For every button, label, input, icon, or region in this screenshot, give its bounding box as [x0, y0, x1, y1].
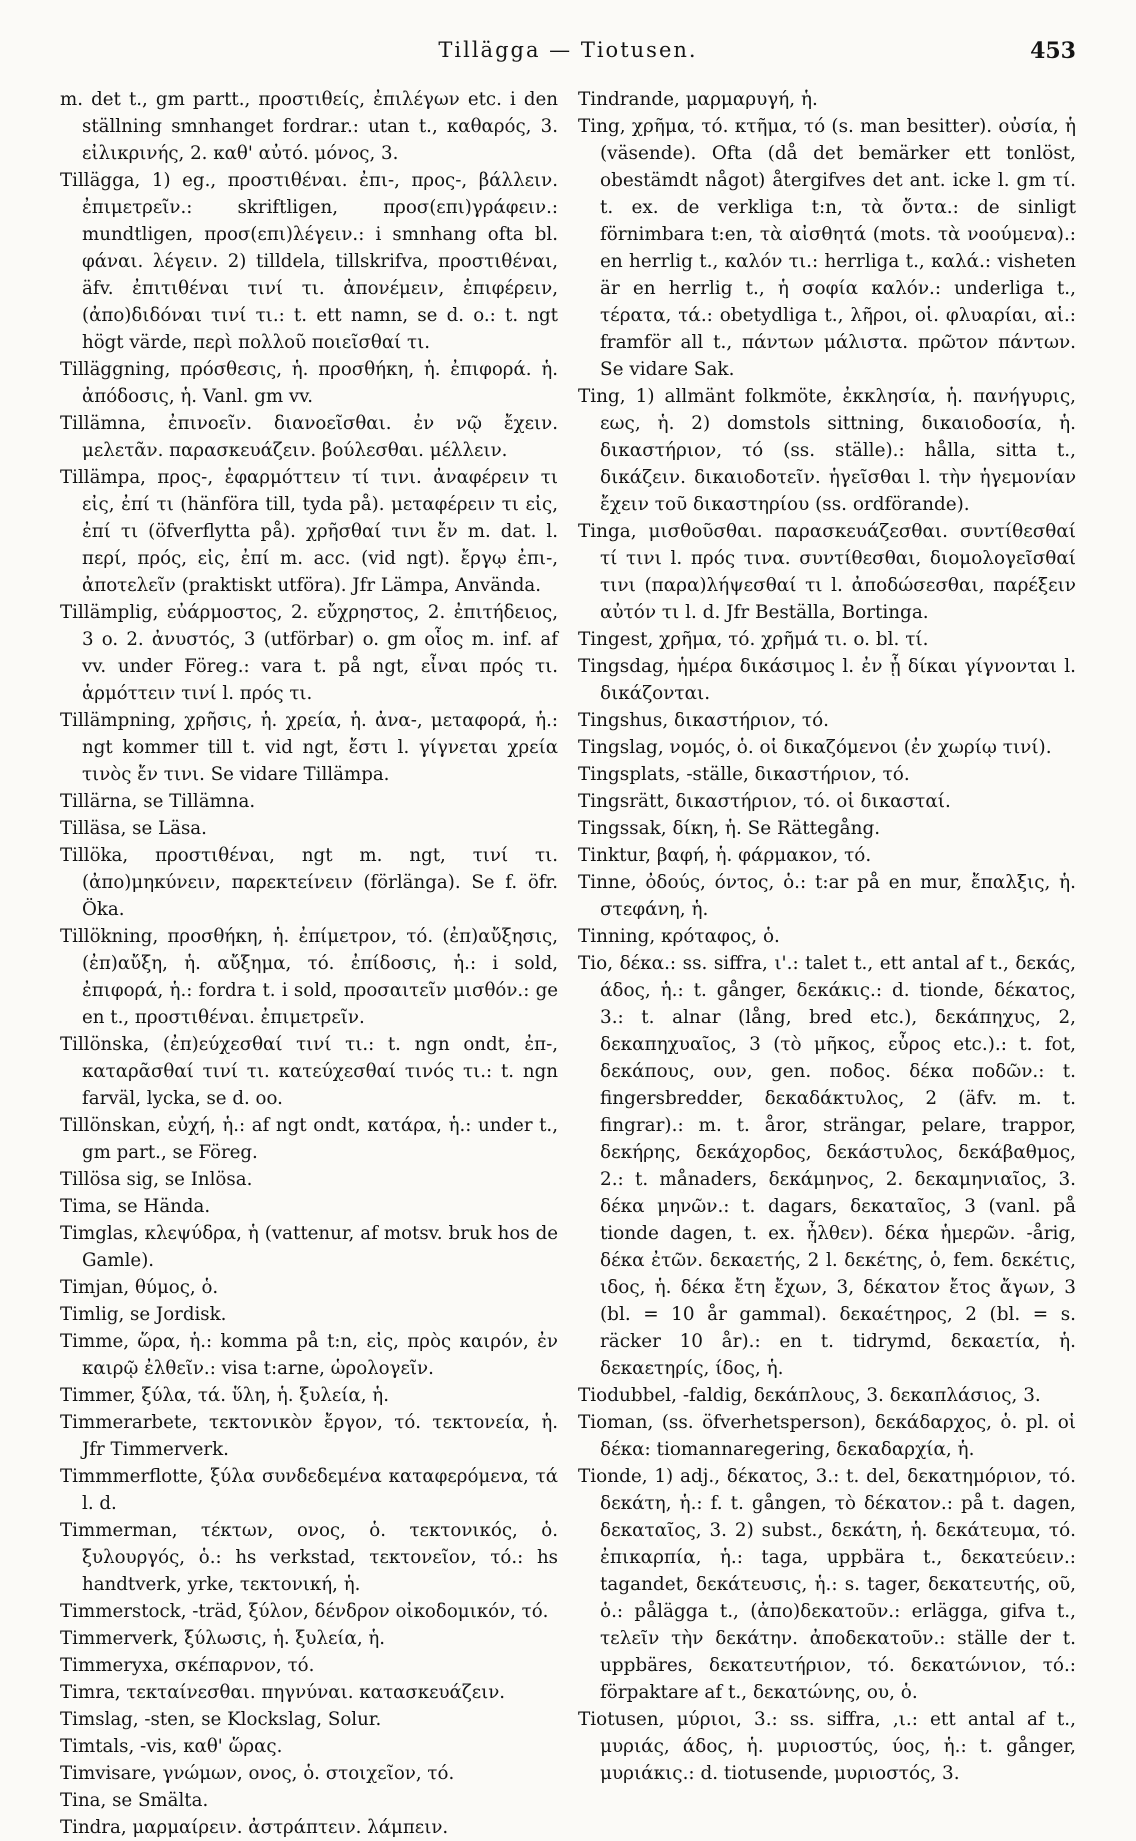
dictionary-entry: Tillärna, se Tillämna. — [60, 791, 256, 812]
dictionary-entry: Ting, 1) allmänt folkmöte, ἐκκλησία, ἡ. πανήγυρις, εως, ἡ. 2) domstols sittning, δικαιοδοσία, ἡ. δικαστήριον, τό (ss. ställe).: hålla, sitta t., δικάζειν. δικαιοδοτεῖν. ἡγεῖσθαι l. τὴν ἡγεμονίαν ἔχειν τοῦ δικαστηρίου (ss. ordförande). — [578, 386, 1076, 515]
dictionary-entry: Tillämplig, εὐάρμοστος, 2. εὔχρηστος, 2. ἐπιτήδειος, 3 o. 2. ἀνυστός, 3 (utförbar) o. gm οἷος m. inf. af vv. under Föreg.: vara t. på ngt, εἶναι πρός τι. ἁρμόττειν τινί l. πρός τι. — [60, 602, 558, 704]
dictionary-entry: Tingssak, δίκη, ἡ. Se Rättegång. — [578, 818, 881, 839]
dictionary-entry: Tillösa sig, se Inlösa. — [60, 1169, 253, 1190]
text-columns — [60, 86, 1076, 1838]
dictionary-entry: Tindra, μαρμαίρειν. ἀστράπτειν. λάμπειν. — [60, 1817, 449, 1838]
dictionary-entry: Tillämpning, χρῆσις, ἡ. χρεία, ἡ. ἀνα-, μεταφορά, ἡ.: ngt kommer till t. vid ngt, ἔστι l. γίγνεται χρεία τινὸς ἔν τινι. Se vidare Tillämpa. — [60, 710, 558, 785]
dictionary-entry: Timmerstock, -träd, ξύλον, δένδρον οἰκοδομικόν, τό. — [60, 1601, 549, 1622]
dictionary-entry: Tingsplats, -ställe, δικαστήριον, τό. — [578, 764, 910, 785]
dictionary-entry: Timmerman, τέκτων, ονος, ὁ. τεκτονικός, ὁ. ξυλουργός, ὁ.: hs verkstad, τεκτονεῖον, τό.: hs handtverk, yrke, τεκτονική, ἡ. — [60, 1520, 558, 1595]
dictionary-entry: Timmerarbete, τεκτονικὸν ἔργον, τό. τεκτονεία, ἡ. Jfr Timmerverk. — [60, 1412, 558, 1460]
dictionary-entry: Tillöka, προστιθέναι, ngt m. ngt, τινί τι. (ἀπο)μηκύνειν, παρεκτείνειν (förlänga). Se f. öfr. Öka. — [60, 845, 558, 920]
dictionary-entry: Tillönska, (ἐπ)εύχεσθαί τινί τι.: t. ngn ondt, ἐπ-, καταρᾶσθαί τινί τι. κατεύχεσθαί τινός τι.: t. ngn farväl, lycka, se d. oo. — [60, 1034, 558, 1109]
dictionary-entry: Tillönskan, εὐχή, ἡ.: af ngt ondt, κατάρα, ἡ.: under t., gm part., se Föreg. — [60, 1115, 558, 1163]
dictionary-entry: Tingslag, νομός, ὁ. οἱ δικαζόμενοι (ἐν χωρίῳ τινί). — [578, 737, 1052, 758]
dictionary-entry: Tina, se Smälta. — [60, 1790, 209, 1811]
dictionary-entry: Tillämpa, προς-, ἐφαρμόττειν τί τινι. ἀναφέρειν τι εἰς, ἐπί τι (hänföra till, tyda på). μεταφέρειν τι εἰς, ἐπί τι (öfverflytta på). χρῆσθαί τινι ἔν m. dat. l. περί, πρός, εἰς, ἐπί m. acc. (vid ngt). ἔργῳ ἐπι-, ἀποτελεῖν (praktiskt utföra). Jfr Lämpa, Använda. — [60, 467, 558, 596]
dictionary-entry: Timglas, κλεψύδρα, ἡ (vattenur, af motsv. bruk hos de Gamle). — [60, 1223, 558, 1271]
dictionary-entry: Tingsdag, ἡμέρα δικάσιμος l. ἐν ᾗ δίκαι γίγνονται l. δικάζονται. — [578, 656, 1076, 704]
dictionary-entry: Tinga, μισθοῦσθαι. παρασκευάζεσθαι. συντίθεσθαί τί τινι l. πρός τινα. συντίθεσθαι, διομολογεῖσθαί τινι (παρα)λήψεσθαί τι l. ἀποδώσεσθαι, παρέξειν αὐτόν τι l. d. Jfr Beställa, Bortinga. — [578, 521, 1076, 623]
dictionary-entry: Tingsrätt, δικαστήριον, τό. οἱ δικασταί. — [578, 791, 951, 812]
right-column — [578, 86, 1076, 1784]
dictionary-entry: Tillämna, ἐπινοεῖν. διανοεῖσθαι. ἐν νῷ ἔχειν. μελετᾶν. παρασκευάζειν. βούλεσθαι. μέλλειν. — [60, 413, 558, 461]
page-header — [60, 38, 1076, 72]
dictionary-entry: Tillägga, 1) eg., προστιθέναι. ἐπι-, προς-, βάλλειν. ἐπιμετρεῖν.: skriftligen, προσ(επι)γράφειν.: mundtligen, προσ(επι)λέγειν.: i smnhang ofta bl. φάναι. λέγειν. 2) tilldela, tillskrifva, προστιθέναι, äfv. ἐπιτιθέναι τινί τι. ἀπονέμειν, ἐπιφέρειν, (ἀπο)διδόναι τινί τι.: t. ett namn, se d. o.: t. ngt högt värde, περὶ πολλοῦ ποιεῖσθαί τι. — [60, 170, 558, 353]
dictionary-entry: Timvisare, γνώμων, ονος, ὁ. στοιχεῖον, τό. — [60, 1763, 455, 1784]
dictionary-entry: Tioman, (ss. öfverhetsperson), δεκάδαρχος, ὁ. pl. οἱ δέκα: tiomannaregering, δεκαδαρχία, ἡ. — [578, 1412, 1076, 1460]
dictionary-entry: Tinktur, βαφή, ἡ. φάρμακον, τό. — [578, 845, 872, 866]
dictionary-entry: Timra, τεκταίνεσθαι. πηγνύναι. κατασκευάζειν. — [60, 1682, 506, 1703]
dictionary-entry: Tilläggning, πρόσθεσις, ἡ. προσθήκη, ἡ. ἐπιφορά. ἡ. ἀπόδοσις, ἡ. Vanl. gm vv. — [60, 359, 558, 407]
dictionary-entry: Tionde, 1) adj., δέκατος, 3.: t. del, δεκατημόριον, τό. δεκάτη, ἡ.: f. t. gången, τὸ δέκατον.: på t. dagen, δεκαταῖος, 3. 2) subst., δεκάτη, ἡ. δεκάτευμα, τό. ἐπικαρπία, ἡ.: taga, uppbära t., δεκατεύειν.: tagandet, δεκάτευσις, ἡ.: s. tager, δεκατευτής, οῦ, ὁ.: pålägga t., (ἀπο)δεκατοῦν.: erlägga, gifva t., τελεῖν τὴν δεκάτην. ἀποδεκατοῦν.: ställe der t. uppbäres, δεκατευτήριον, τό. δεκατώνιον, τό.: förpaktare af t., δεκατώνης, ου, ὁ. — [578, 1466, 1076, 1703]
running-head: Tillägga — Tiotusen. — [438, 38, 698, 62]
dictionary-entry: Tingshus, δικαστήριον, τό. — [578, 710, 830, 731]
dictionary-entry: Timmer, ξύλα, τά. ὕλη, ἡ. ξυλεία, ἡ. — [60, 1385, 389, 1406]
dictionary-entry: Tima, se Hända. — [60, 1196, 211, 1217]
left-column — [60, 86, 558, 1838]
dictionary-entry: Tiodubbel, -faldig, δεκάπλους, 3. δεκαπλάσιος, 3. — [578, 1385, 1041, 1406]
dictionary-entry: Tilläsa, se Läsa. — [60, 818, 207, 839]
dictionary-entry: Timlig, se Jordisk. — [60, 1304, 227, 1325]
dictionary-entry: Timmeryxa, σκέπαρνον, τό. — [60, 1655, 315, 1676]
dictionary-entry: Tinning, κρόταφος, ὁ. — [578, 926, 780, 947]
dictionary-entry: Tindrande, μαρμαρυγή, ἡ. — [578, 89, 818, 110]
dictionary-entry: Timtals, -vis, καθ' ὥρας. — [60, 1736, 283, 1757]
dictionary-entry: Timme, ὥρα, ἡ.: komma på t:n, εἰς, πρὸς καιρόν, ἐν καιρῷ ἐλθεῖν.: visa t:arne, ὡρολογεῖν. — [60, 1331, 558, 1379]
dictionary-entry: Timmerverk, ξύλωσις, ἡ. ξυλεία, ἡ. — [60, 1628, 386, 1649]
dictionary-entry: Ting, χρῆμα, τό. κτῆμα, τό (s. man besitter). οὐσία, ἡ (väsende). Ofta (då det bemärker ett tonlöst, obestämdt något) återgifves det ant. icke l. gm τί. t. ex. de verkliga t:n, τὰ ὄντα.: de sinligt förnimbara t:en, τὰ αἰσθητά (mots. τὰ νοούμενα).: en herrlig t., καλόν τι.: herrliga t., καλά.: visheten är en herrlig t., ἡ σοφία καλόν.: underliga t., τέρατα, τά.: obetydliga t., λῆροι, οἱ. φλυαρίαι, αἱ.: framför all t., πάντων μάλιστα. πρῶτον πάντων. Se vidare Sak. — [578, 116, 1076, 380]
dictionary-entry: m. det t., gm partt., προστιθείς, ἐπιλέγων etc. i den ställning smnhanget fordrar.: utan t., καθαρός, 3. εἰλικρινής, 2. καθ' αὐτό. μόνος, 3. — [60, 89, 558, 164]
dictionary-entry: Timmmerflotte, ξύλα συνδεδεμένα καταφερόμενα, τά l. d. — [60, 1466, 558, 1514]
dictionary-entry: Tiotusen, μύριοι, 3.: ss. siffra, ,ι.: ett antal af t., μυριάς, άδος, ἡ. μυριοστύς, ύος, ἡ.: t. gånger, μυριάκις.: d. tiotusende, μυριοστός, 3. — [578, 1709, 1076, 1784]
dictionary-entry: Tillökning, προσθήκη, ἡ. ἐπίμετρον, τό. (ἐπ)αὔξησις, (ἐπ)αὔξη, ἡ. αὔξημα, τό. ἐπίδοσις, ἡ.: i sold, ἐπιφορά, ἡ.: fordra t. i sold, προσαιτεῖν μισθόν.: ge en t., προστιθέναι. ἐπιμετρεῖν. — [60, 926, 558, 1028]
dictionary-entry: Tio, δέκα.: ss. siffra, ι'.: talet t., ett antal af t., δεκάς, άδος, ἡ.: t. gånger, δεκάκις.: d. tionde, δέκατος, 3.: t. alnar (lång, bred etc.), δεκάπηχυς, 2, δεκαπηχυαῖος, 3 (τὸ μῆκος, εὖρος etc.).: t. fot, δεκάπους, ουν, gen. ποδος. δέκα ποδῶν.: t. fingersbredder, δεκαδάκτυλος, 2 (äfv. m. t. fingrar).: m. t. åror, strängar, pelare, trappor, δεκήρης, δεκάχορδος, δεκάστυλος, δεκάβαθμος, 2.: t. månaders, δεκάμηνος, 2. δεκαμηνιαῖος, 3. δέκα μηνῶν.: t. dagars, δεκαταῖος, 3 (vanl. på tionde dagen, t. ex. ἦλθεν). δέκα ἡμερῶν. -årig, δέκα ἐτῶν. δεκαετής, 2 l. δεκέτης, ὁ, fem. δεκέτις, ιδος, ἡ. δέκα ἔτη ἔχων, 3, δέκατον ἔτος ἄγων, 3 (bl. = 10 år gammal). δεκαέτηρος, 2 (bl. = s. räcker 10 år).: en t. tidrymd, δεκαετία, ἡ. δεκαετηρίς, ίδος, ἡ. — [578, 953, 1076, 1379]
dictionary-entry: Timjan, θύμος, ὁ. — [60, 1277, 219, 1298]
dictionary-entry: Tingest, χρῆμα, τό. χρῆμά τι. o. bl. τί. — [578, 629, 929, 650]
dictionary-entry: Timslag, -sten, se Klockslag, Solur. — [60, 1709, 382, 1730]
page-number: 453 — [1030, 38, 1076, 64]
dictionary-entry: Tinne, ὀδούς, όντος, ὁ.: t:ar på en mur, ἔπαλξις, ἡ. στεφάνη, ἡ. — [578, 872, 1076, 920]
